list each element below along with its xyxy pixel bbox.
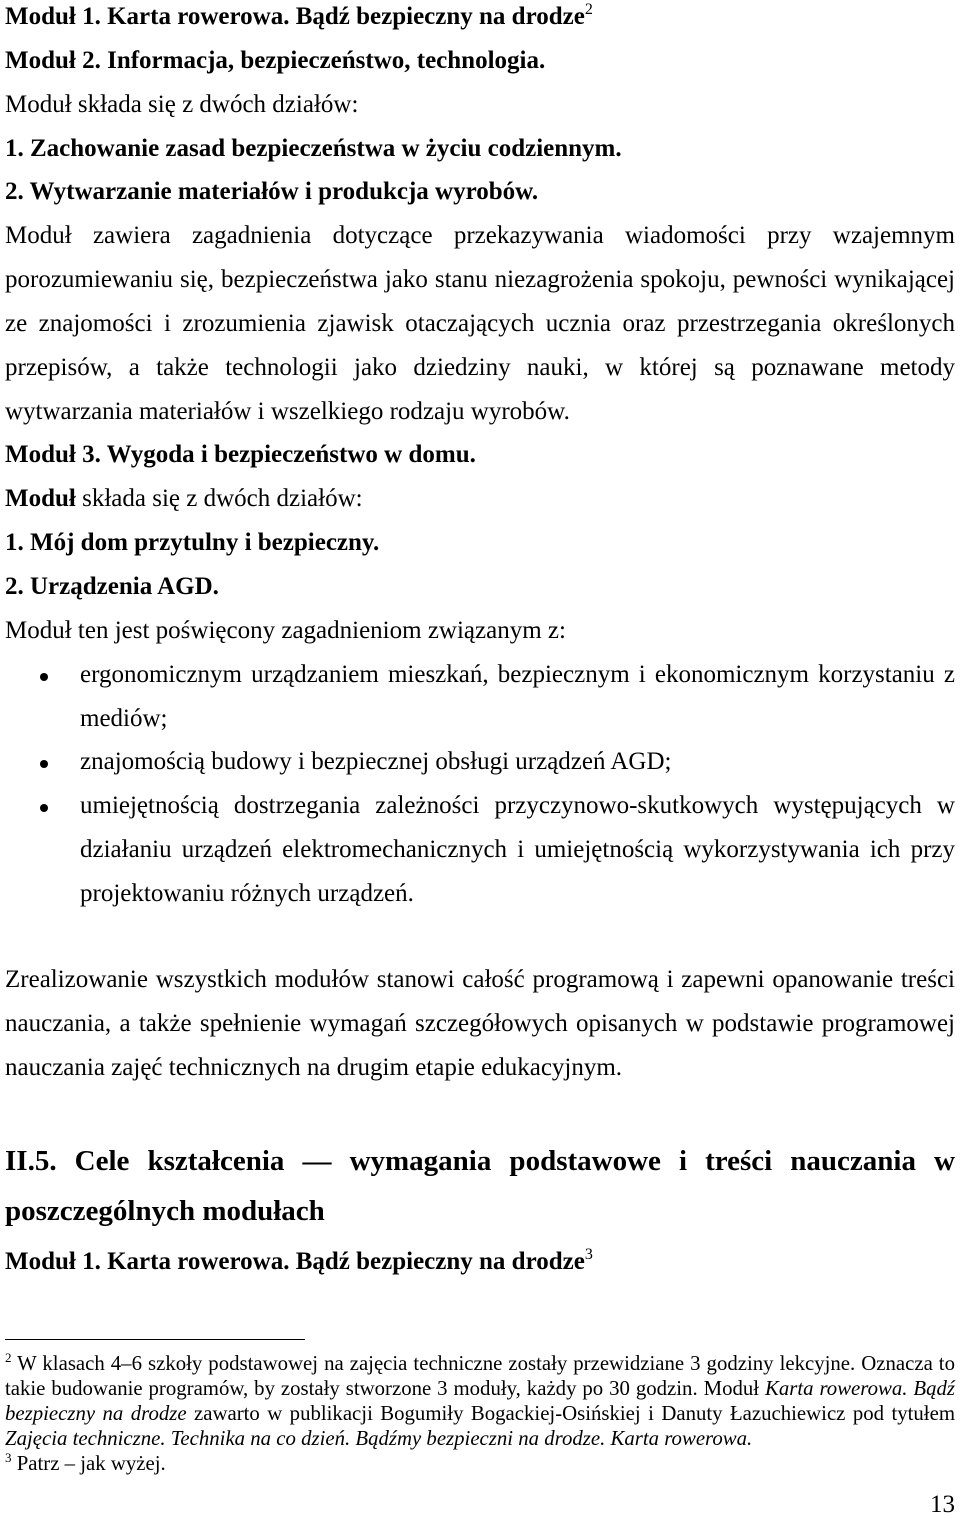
module2-heading: Moduł 2. Informacja, bezpieczeństwo, technologia. xyxy=(5,46,546,74)
topic-text: ergonomicznym urządzaniem mieszkań, bezpiecznym i ekonomicznym korzystaniu z mediów; xyxy=(80,660,955,732)
section-module1-heading-text: Moduł 1. Karta rowerowa. Bądź bezpieczny na drodze xyxy=(5,1248,585,1275)
bullet-icon xyxy=(40,760,48,768)
module1-heading xyxy=(5,0,955,39)
module2-section-item: 2. Wytwarzanie materiałów i produkcja wyrobów. xyxy=(5,178,539,206)
module3-section-item: 1. Mój dom przytulny i bezpieczny. xyxy=(5,529,380,557)
footnote-separator xyxy=(5,1339,305,1340)
modules-overview xyxy=(5,0,955,916)
module2-section-item: 1. Zachowanie zasad bezpieczeństwa w życiu codziennym. xyxy=(5,134,622,162)
module3-topics-intro: Moduł ten jest poświęcony zagadnieniom związanym z: xyxy=(5,616,566,644)
module1-heading-text: Moduł 1. Karta rowerowa. Bądź bezpieczny na drodze xyxy=(5,3,585,30)
topic-list-item xyxy=(80,653,955,741)
topic-text: umiejętnością dostrzegania zależności przyczynowo-skutkowych występujących w działaniu urządzeń elektromechanicznych i umiejętnością wykorzystywania ich przy projektowaniu różnych urządzeń. xyxy=(80,792,955,907)
footnote-marker: 2 xyxy=(5,1350,12,1365)
module3-intro xyxy=(5,477,955,521)
footnote-title-italic: Karta rowerowa. Bądź bezpieczny na drodze xyxy=(5,1377,956,1425)
module3-intro-lead: Moduł xyxy=(5,485,76,513)
section-heading: II.5. Cele kształcenia — wymagania podstawowe i treści nauczania w poszczególnych modułach xyxy=(5,1145,955,1227)
footnote-text: zawarto w publikacji Bogumiły Bogackiej-Osińskiej i Danuty Łazuchiewicz pod tytułem xyxy=(194,1402,955,1425)
footnote-text: Patrz – jak wyżej. xyxy=(16,1452,166,1475)
footnote-marker: 3 xyxy=(5,1450,12,1465)
module3-section-item: 2. Urządzenia AGD. xyxy=(5,572,219,600)
summary-paragraph: Zrealizowanie wszystkich modułów stanowi całość programową i zapewni opanowanie treści nauczania, a także spełnienie wymagań szczegółowych opisanych w podstawie programowej nauczania zajęć technicznych na drugim etapie edukacyjnym. xyxy=(5,966,955,1081)
footnote-ref-3: 3 xyxy=(584,1246,593,1263)
page-number: 13 xyxy=(930,1491,955,1517)
footnote-text: W klasach 4–6 szkoły podstawowej na zajęcia techniczne zostały przewidziane 3 godziny lekcyjne. Oznacza to takie budowanie programów, by zostały stworzone 3 moduły, każdy po 30 godzin. Moduł xyxy=(5,1352,955,1400)
bullet-icon xyxy=(40,673,48,681)
module3-heading: Moduł 3. Wygoda i bezpieczeństwo w domu. xyxy=(5,441,476,469)
topic-list-item xyxy=(80,740,955,784)
footnote-3 xyxy=(5,1451,955,1476)
footnote-2 xyxy=(5,1351,955,1451)
footnote-title-italic: Zajęcia techniczne. Technika na co dzień. Bądźmy bezpieczni na drodze. Karta rowerowa. xyxy=(5,1427,753,1450)
module2-description: Moduł zawiera zagadnienia dotyczące przekazywania wiadomości przy wzajemnym porozumiewaniu się, bezpieczeństwa jako stanu niezagrożenia spokoju, pewności wynikającej ze znajomości i zrozumienia zjawisk otaczających ucznia oraz przestrzegania określonych przepisów, a także technologii jako dziedziny nauki, w której są poznawane metody wytwarzania materiałów i wszelkiego rodzaju wyrobów. xyxy=(5,222,955,425)
footnote-ref-2: 2 xyxy=(584,1,593,18)
module3-topics-list xyxy=(5,653,955,916)
module3-intro-rest: składa się z dwóch działów: xyxy=(82,485,363,513)
module2-intro: Moduł składa się z dwóch działów: xyxy=(5,90,359,118)
section-module1-heading xyxy=(5,1240,955,1284)
topic-text: znajomością budowy i bezpiecznej obsługi urządzeń AGD; xyxy=(80,748,672,776)
footnotes xyxy=(5,1351,955,1476)
bullet-icon xyxy=(40,804,48,812)
topic-list-item xyxy=(80,784,955,916)
